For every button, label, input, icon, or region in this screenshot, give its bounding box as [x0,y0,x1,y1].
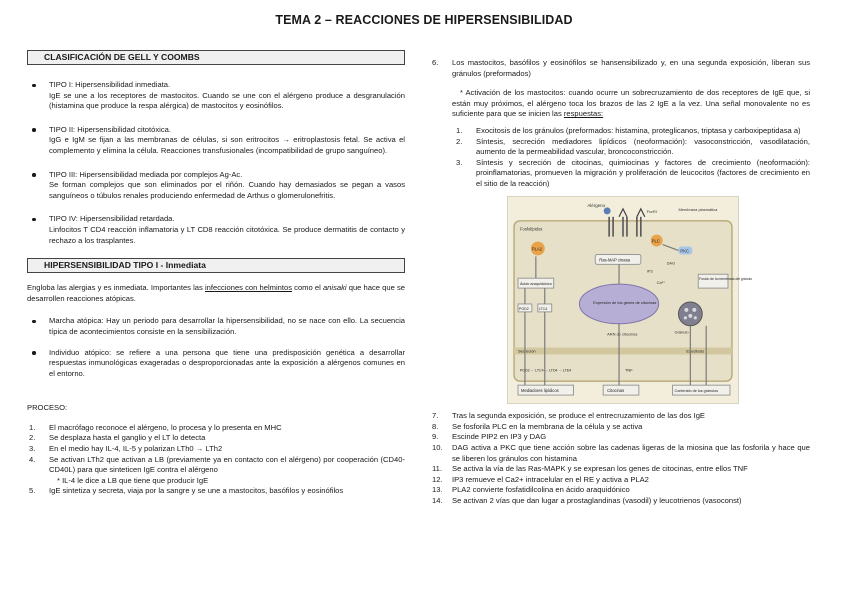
process-step-13: 13. PLA2 convierte fosfatidilcolina en ácido araquidónico [432,485,630,495]
process-step-2: 2. Se desplaza hasta el ganglio y el LT lo detecta [29,433,206,443]
label-nucleus: Expresión de los genes de citocinas [593,299,657,305]
type-1-text: IgE se une a los receptores de mastocitos. Cuando se une con el alérgeno produce a desgranulación (histamina que produce la respa alérgica) de mastocitos y eosinófilos. [49,90,405,111]
label-cytokines: Citocinas [607,387,625,393]
label-mrna: ARN de citocinas [607,331,638,337]
type-2-text: IgG e IgM se fijan a las membranas de células, si son eritrocitos → eritroplastosis fetal. Se activa el complemento y elimina la célula. Reacciones transfusionales (incompatibilidad de grupo sanguíneo). [49,135,405,155]
process-step-1: 1. El macrófago reconoce el alérgeno, lo procesa y lo presenta en MHC [29,422,282,432]
type-1-item [27,80,405,112]
type-4-label: TIPO IV: Hipersensibilidad retardada. [49,214,175,224]
left-column [27,50,405,497]
label-exocytosis: Exocitosis [686,348,705,354]
label-ltc4: LTC4 [538,306,548,311]
type-1-intro [27,283,405,304]
label-ras-map: Ras-MAP cinasa [599,256,630,262]
type-3-text: Se forman complejos que son eliminados por el riñón. Cuando hay demasiados se pegan a vasos sanguíneos o túbulos renales produciendo enfermedad de Arthus o glomerulonefritis. [49,180,405,200]
label-tnf: TNF [624,366,633,372]
intro-post: que hace que se desarrollen reacciones atópicas. [27,283,405,303]
label-lipid: Mediadores lipídicos [520,387,559,393]
process-heading: PROCESO: [27,403,68,413]
label-granule-content: Contenido de los gránulos [674,388,719,393]
label-ip3: IP3 [646,267,653,273]
process-step-3: 3. En el medio hay IL-4, IL-5 y polarizan LTh0 → LTh2 [29,444,223,454]
mast-cell-diagram [507,196,753,404]
intro-mid: como el [292,283,323,293]
label-fce: FcεRI [646,208,657,214]
label-ca: Ca²⁺ [656,279,666,285]
label-plc: PLC [651,238,660,244]
allergen-icon [604,207,611,214]
process-note: * IL-4 le dice a LB que tiene que producir IgE [57,475,209,485]
label-pgd2: PGD2 [519,306,529,311]
process-step-6: 6. Los mastocitos, basófilos y eosinófilos se hansensibilizado y, en una segunda exposición, liberan sus gránulos (preformados) [432,58,810,78]
label-dag: DAG [666,259,676,265]
gell-coombs-heading: CLASIFICACIÓN DE GELL Y COOMBS [27,50,405,65]
process-step-5: 5. IgE sintetiza y secreta, viaja por la sangre y se une a mastocitos, basófilos y eosinófilos [29,486,344,496]
type-2-item [27,125,405,157]
process-step-7: 7. Tras la segunda exposición, se produce el entrecruzamiento de las dos IgE [432,411,705,421]
type-1-heading: HIPERSENSIBILIDAD TIPO I - Inmediata [27,258,405,273]
intro-link: infecciones con helmintos [204,283,293,293]
activation-note: * Activación de los mastocitos: cuando ocurre un sobrecruzamiento de dos receptores de IgE que, si están muy próximos, el alérgeno toca los brazos de las 2 IgE a la vez. Una señal monovalente no es suficiente para que se inicien las respuestas: [452,88,810,119]
type-1-label: TIPO I: Hipersensibilidad inmediata. [49,80,171,89]
label-granule: Gránulo [674,329,689,335]
page-title: TEMA 2 – REACCIONES DE HIPERSENSIBILIDAD [275,13,573,27]
intro-italic: anisaki [322,283,347,293]
label-phospholipids: Fosfolípidos [520,226,543,232]
process-step-12: 12. IP3 remueve el Ca2+ intracelular en el RE y activa a PLA2 [432,474,649,484]
marcha-atopica-item: Marcha atópica: Hay un periodo para desarrollar la hipersensibilidad, no se nace con ello. La secuencia típica de acontecimientos consiste en la sensibilización. [27,316,405,337]
response-1: 1. Exocitosis de los gránulos (preformados: histamina, proteglicanos, triptasa y carboxipeptidasa a) [456,125,801,135]
type-4-item [27,214,405,246]
label-allergen: Alérgeno [587,202,606,208]
type-2-label: TIPO II: Hipersensibilidad citotóxica. [49,124,171,134]
label-lt-chain: PGD2 ← LTC4 → LTD4 → LTE4 [520,367,572,372]
label-aa: Ácido araquidónico [520,281,552,286]
process-step-9: 9. Escinde PIP2 en IP3 y DAG [432,432,547,442]
process-step-14: 14. Se activan 2 vías que dan lugar a prostaglandinas (vasodil) y leucotrienos (vasoconst) [432,495,742,505]
individuo-atopico-item: Individuo atópico: se refiere a una persona que tiene una predisposición genética a desarrollar respuestas inmunológicas exageradas o desproporcionadas ante la exposición a alérgenos comunes en el entorno. [27,348,405,380]
process-step-10: 10. DAG activa a PKC que tiene acción sobre las cadenas ligeras de la miosina que las fosforila y hace que se liberen los gránulos con histamina [432,442,810,463]
label-membrane: Membrana plasmática [678,206,718,212]
response-3: 3. Síntesis y secreción de citocinas, quimiocinas y factores de crecimiento (neoformación): proinflamatorias, promueven la migración y proliferación de leucocitos (factores de crecimiento en el sitio de la reacción) [456,157,810,188]
type-3-label: TIPO III: Hipersensibilidad mediada por complejos Ag-Ac. [49,169,243,179]
label-fusion: Fusión de la membrana del gránulo [699,276,753,281]
label-secretion: Secreción [518,348,536,354]
type-4-text: Linfocitos T CD4 reacción inflamatoria y LT CD8 reacción citotóxica. Se produce dermatitis de contacto y rechazo a los trasplantes. [49,224,405,245]
type-3-item [27,170,405,202]
label-pkc: PKC [680,247,689,253]
right-column [430,58,810,506]
process-step-8: 8. Se fosforila PLC en la membrana de la célula y se activa [432,421,643,431]
response-2: 2. Síntesis, secreción mediadores lipídicos (neoformación): vasoconstricción, vasodilatación, aumento de la permeabilidad vascular, broncoconstricción. [456,136,810,157]
process-step-4: 4. Se activan LTh2 que activan a LB (previamente ya en contacto con el alérgeno) por cooperación (CD40-CD40L) para que sinteticen IgE contra el alérgeno [29,454,405,475]
label-pla2: PLA2 [531,246,543,252]
process-step-11: 11. Se activa la vía de las Ras-MAPK y se expresan los genes de citocinas, entre ellos TNF [432,464,748,474]
intro-pre: Engloba las alergias y es inmediata. Importantes las [27,283,205,293]
